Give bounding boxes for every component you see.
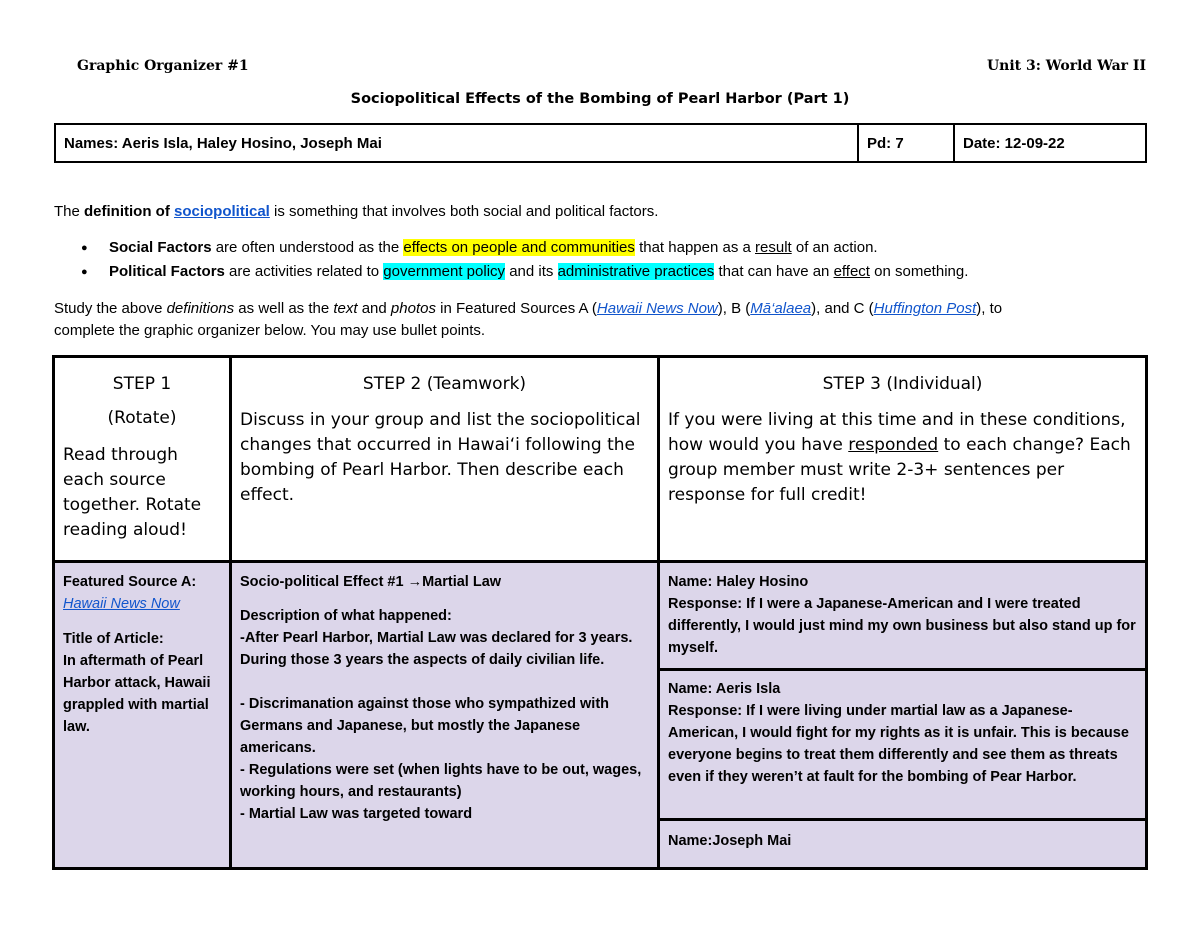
def-bold: definition of: [84, 203, 170, 220]
study-instructions: [54, 298, 1154, 342]
response-text: Response: If I were a Japanese-American and I were treated differently, I would just mind my own business but also stand up for myself.: [668, 596, 1136, 656]
names-field[interactable]: Names: Aeris Isla, Haley Hosino, Joseph Mai: [56, 125, 859, 161]
study-line2: complete the graphic organizer below. You may use bullet points.: [54, 322, 486, 339]
study-g: ), to: [976, 300, 1003, 317]
factors-list: [54, 237, 1154, 283]
social-text-b: that happen as a: [634, 239, 756, 256]
social-label: Social Factors: [109, 239, 212, 256]
unit-label: Unit 3: World War II: [986, 58, 1146, 74]
response-haley[interactable]: [660, 569, 1145, 661]
description-label: Description of what happened:: [240, 608, 452, 624]
political-label: Political Factors: [109, 263, 225, 280]
political-highlight-2: administrative practices: [557, 263, 715, 280]
step1-cell: [55, 364, 229, 551]
def-rest: is something that involves both social and political factors.: [269, 203, 659, 220]
step1-text: Read through each source together. Rotate reading aloud!: [63, 445, 202, 540]
source-a-link[interactable]: Hawaii News Now: [596, 300, 718, 317]
political-underline: effect: [833, 263, 870, 280]
def-prefix: The: [54, 203, 85, 220]
doc-label: Graphic Organizer #1: [77, 58, 249, 74]
effect-p4: - Martial Law was targeted toward: [240, 806, 473, 822]
date-field[interactable]: Date: 12-09-22: [963, 134, 1065, 152]
step2-text: Discuss in your group and list the sociopolitical changes that occurred in Hawai‘i following the bombing of Pearl Harbor. Then describe each effect.: [240, 410, 641, 505]
step3-text-a: If you were living at this time and in these conditions, how would you have: [668, 410, 1126, 455]
social-text-a: are often understood as the: [211, 239, 404, 256]
step3-text: [668, 408, 1137, 508]
step3-underline: responded: [848, 435, 939, 455]
political-text-a: are activities related to: [224, 263, 384, 280]
definition-text: [54, 201, 1154, 223]
step1-subtitle: (Rotate): [107, 408, 177, 428]
names-row: [54, 123, 1147, 163]
effect-cell[interactable]: [232, 569, 657, 827]
source-cell: [55, 569, 229, 740]
social-highlight: effects on people and communities: [403, 239, 635, 256]
study-i3: photos: [390, 300, 436, 317]
step1-title: STEP 1: [112, 374, 172, 394]
study-i2: text: [333, 300, 358, 317]
response-aeris[interactable]: [660, 676, 1145, 790]
source-c-link[interactable]: Huffington Post: [873, 300, 977, 317]
step3-title: STEP 3 (Individual): [822, 374, 983, 394]
sociopolitical-link[interactable]: sociopolitical: [174, 203, 270, 220]
period-field[interactable]: Pd: 7: [859, 125, 955, 161]
study-d: in Featured Sources A (: [435, 300, 597, 317]
study-c: and: [357, 300, 391, 317]
effect-p1: -After Pearl Harbor, Martial Law was declared for 3 years. During those 3 years the aspects of daily civilian life.: [240, 630, 633, 668]
source-b-link[interactable]: Mā‘alaea: [750, 300, 812, 317]
step3-text-b: to each change? Each group member must write 2-3+ sentences per response for full credit!: [668, 435, 1131, 505]
step3-cell: [660, 364, 1145, 516]
study-e: ), B (: [717, 300, 751, 317]
article-title: In aftermath of Pearl Harbor attack, Hawaii grappled with martial law.: [63, 653, 211, 735]
step2-title: STEP 2 (Teamwork): [362, 374, 527, 394]
political-text-b: and its: [505, 263, 558, 280]
divider: [660, 668, 1145, 671]
source-label: Featured Source A:: [63, 574, 197, 590]
divider: [55, 560, 1145, 563]
effect-p2: - Discrimanation against those who sympathized with Germans and Japanese, but mostly the Japanese americans.: [240, 696, 609, 756]
effect-heading: Socio-political Effect #1 →Martial Law: [240, 574, 502, 590]
step2-cell: [232, 364, 657, 516]
social-underline: result: [755, 239, 792, 256]
study-a: Study the above: [54, 300, 167, 317]
response-joseph[interactable]: [660, 828, 1145, 854]
political-text-c: that can have an: [714, 263, 834, 280]
source-cell-link[interactable]: Hawaii News Now: [63, 596, 180, 612]
social-text-c: of an action.: [791, 239, 878, 256]
page-title: Sociopolitical Effects of the Bombing of Pearl Harbor (Part 1): [350, 91, 850, 107]
social-factors-item: [54, 237, 1154, 259]
response-name: Name: Haley Hosino: [668, 574, 809, 590]
response-name: Name: Aeris Isla: [668, 681, 781, 697]
study-f: ), and C (: [811, 300, 874, 317]
title-label: Title of Article:: [63, 631, 164, 647]
political-highlight-1: government policy: [383, 263, 506, 280]
political-text-d: on something.: [869, 263, 969, 280]
political-factors-item: [54, 261, 1154, 283]
response-name: Name:Joseph Mai: [668, 833, 792, 849]
study-i1: definitions: [166, 300, 235, 317]
organizer-table: [52, 355, 1148, 870]
divider: [660, 818, 1145, 821]
response-text: Response: If I were living under martial law as a Japanese-American, I would fight for my rights as it is unfair. This is because everyone begins to treat them differently and see them as threats even if they weren’t at fault for the bombing of Pear Harbor.: [668, 703, 1129, 785]
effect-p3: - Regulations were set (when lights have to be out, wages, working hours, and restaurants): [240, 762, 642, 800]
study-b: as well as the: [234, 300, 334, 317]
